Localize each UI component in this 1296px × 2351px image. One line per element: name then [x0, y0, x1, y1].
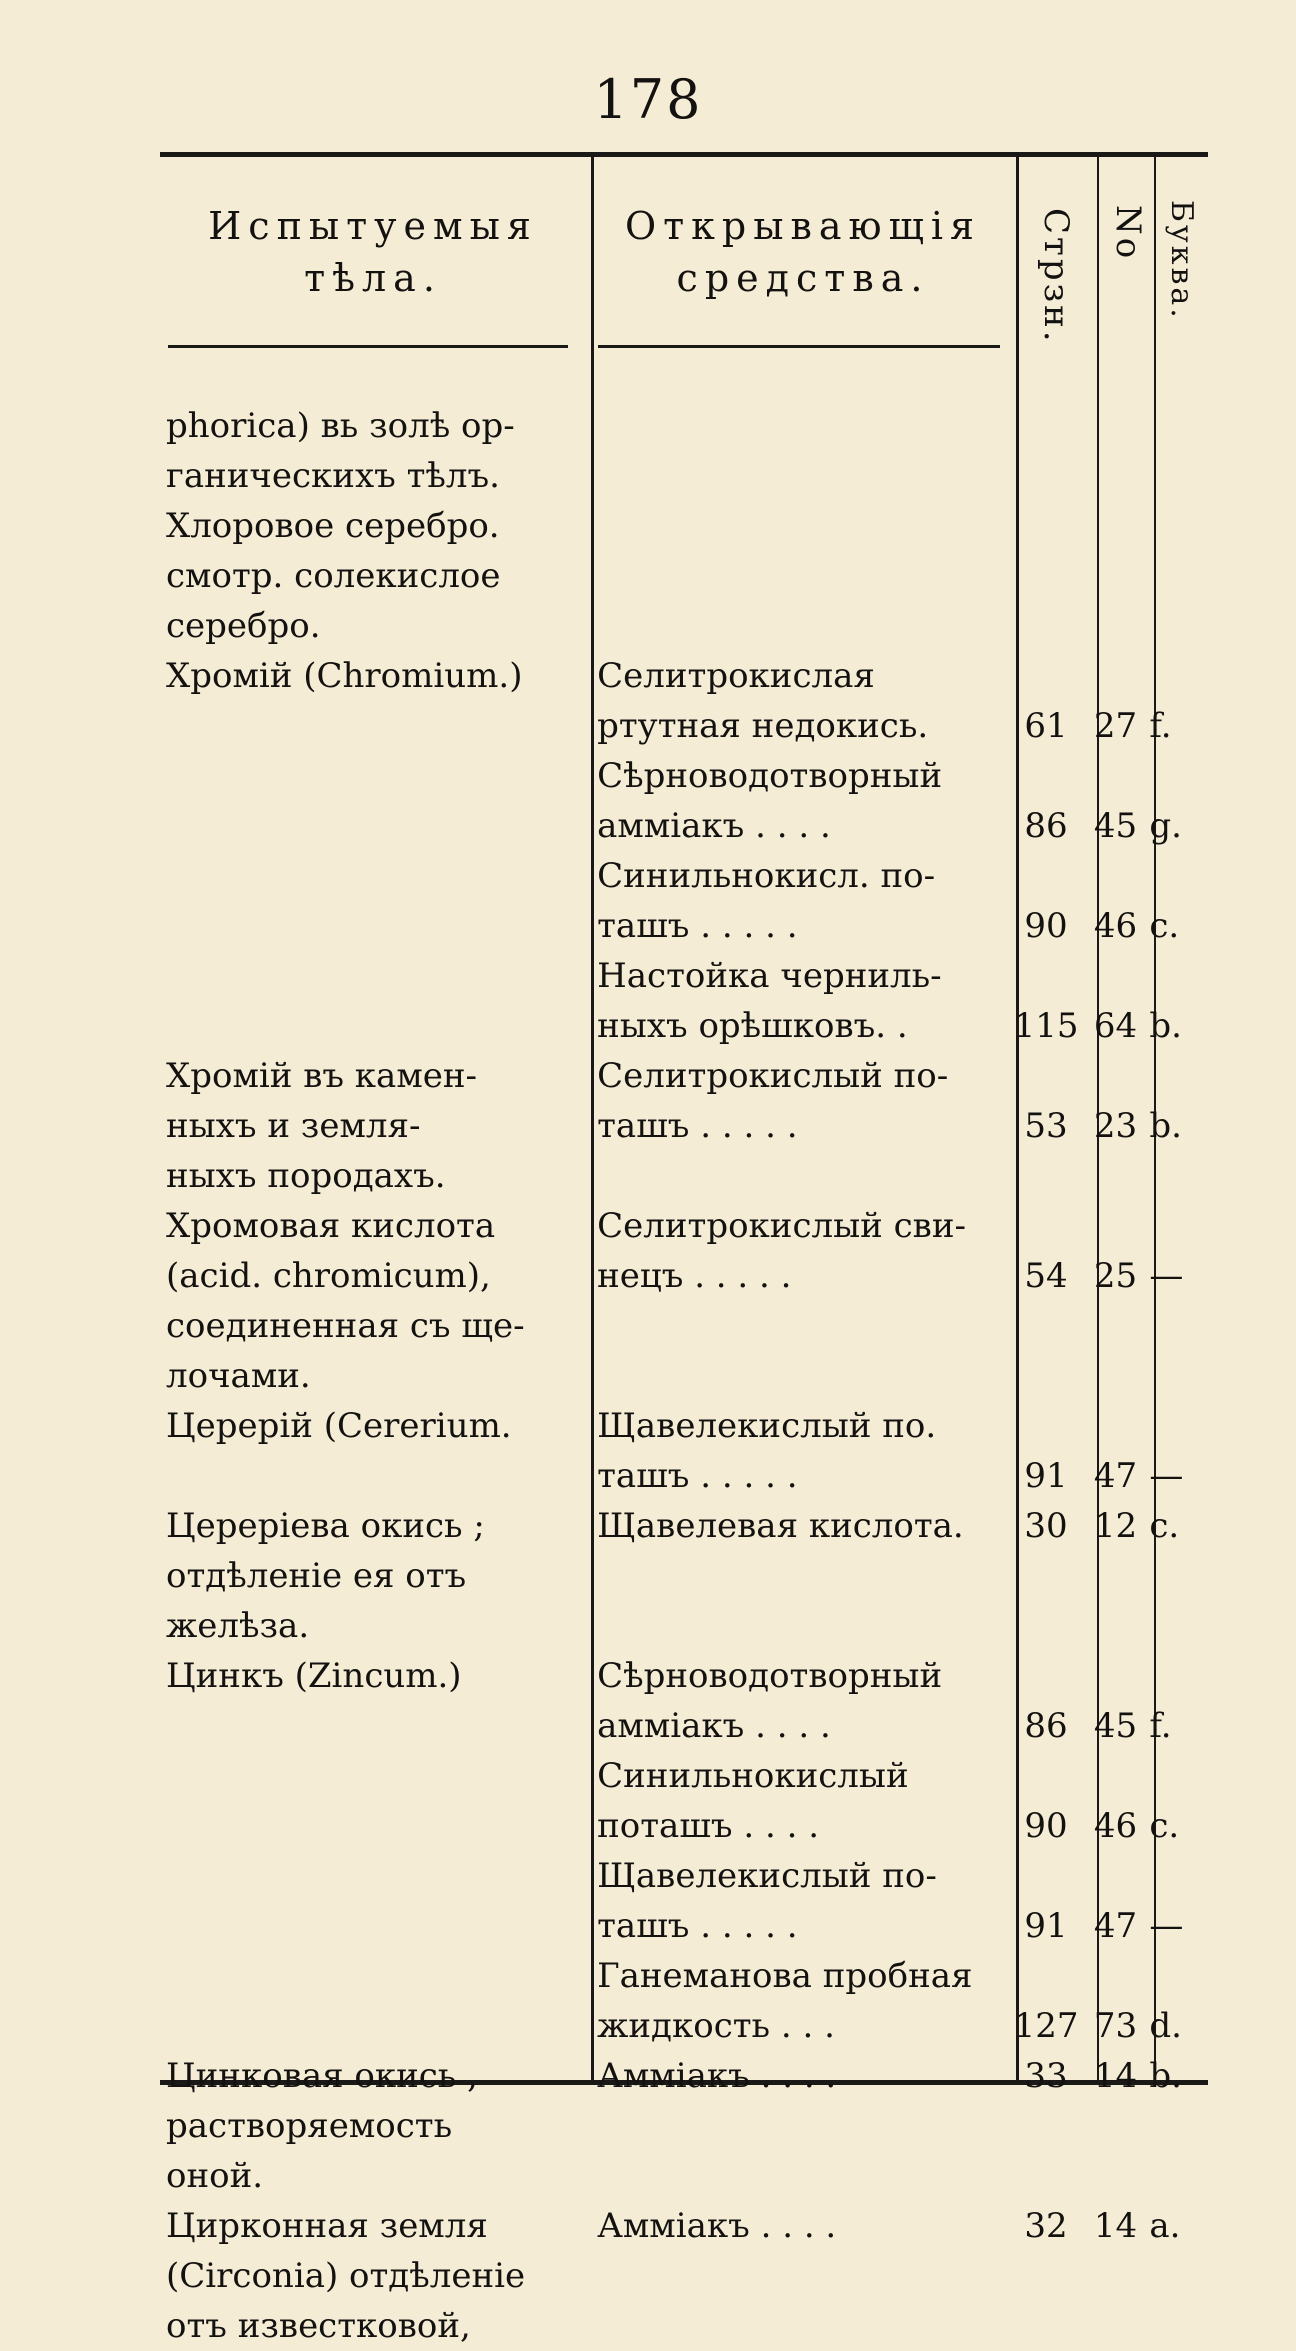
letter-cell: a.: [1149, 2206, 1181, 2246]
header-letter: Буква.: [1164, 200, 1199, 321]
header-reagents-line-2: средства.: [676, 256, 930, 300]
number-cell: [1086, 1601, 1146, 1651]
reagent-cell: [591, 1601, 1006, 1651]
number-cell: [1086, 851, 1146, 901]
substance-cell: ныхъ породахъ.: [166, 1156, 446, 1196]
table-row: [163, 1401, 1203, 1451]
substance-cell: желѣза.: [166, 1606, 310, 1646]
letter-cell: [1145, 401, 1203, 451]
header-substances-line-1: Испытуемыя: [208, 204, 538, 248]
page-cell: [1006, 1201, 1085, 1251]
reagent-cell: Щавелекислый по-: [597, 1856, 937, 1896]
letter-cell: c.: [1149, 1806, 1180, 1846]
table-row: [163, 1951, 1203, 2001]
letter-cell: [1145, 1851, 1203, 1901]
table-row: [163, 2301, 1203, 2351]
header-page: Стрзн.: [1036, 208, 1076, 345]
number-cell: 25: [1093, 1256, 1138, 1296]
number-cell: 27: [1093, 706, 1138, 746]
number-cell: [1086, 1301, 1146, 1351]
substance-cell: Цирконная земля: [166, 2206, 488, 2246]
letter-cell: [1145, 1601, 1203, 1651]
page-cell: [1006, 2151, 1085, 2201]
substance-cell: Церерій (Cererium.: [166, 1406, 512, 1446]
table-row: [163, 401, 1203, 451]
substance-cell: ныхъ и земля-: [166, 1106, 421, 1146]
number-cell: 12: [1093, 1506, 1138, 1546]
table-row: [163, 451, 1203, 501]
table-row: [163, 751, 1203, 801]
reagent-cell: Селитрокислый по-: [597, 1056, 949, 1096]
number-cell: [1086, 1751, 1146, 1801]
reagent-cell: Ганеманова пробная: [597, 1956, 973, 1996]
substance-cell: (acid. chromicum),: [166, 1256, 491, 1296]
number-cell: [1086, 1151, 1146, 1201]
reagent-cell: [591, 2251, 1006, 2301]
reagent-cell: Настойка черниль-: [597, 956, 942, 996]
letter-cell: b.: [1149, 1006, 1182, 1046]
reagent-cell: аммiакъ . . . .: [597, 1706, 831, 1746]
page-cell: [1006, 1851, 1085, 1901]
table-row: [163, 1501, 1203, 1551]
number-cell: 47: [1093, 1456, 1138, 1496]
table-row: [163, 651, 1203, 701]
page-cell: [1006, 601, 1085, 651]
page-cell: 127: [1013, 2006, 1079, 2046]
letter-cell: c.: [1149, 1506, 1180, 1546]
reagent-cell: Сѣрноводотворный: [597, 756, 943, 796]
page-cell: 54: [1024, 1256, 1068, 1296]
page-cell: 91: [1024, 1906, 1068, 1946]
page-cell: 86: [1024, 1706, 1068, 1746]
table-row: [163, 1251, 1203, 1301]
number-cell: 23: [1093, 1106, 1138, 1146]
table-row: [163, 1151, 1203, 1201]
letter-cell: [1145, 2251, 1203, 2301]
table-top-rule: [160, 152, 1208, 157]
reagent-cell: Щавелевая кислота.: [597, 1506, 964, 1546]
page-cell: [1006, 1601, 1085, 1651]
letter-cell: [1145, 651, 1203, 701]
table-row: [163, 551, 1203, 601]
page-cell: 86: [1024, 806, 1068, 846]
substance-cell: оной.: [166, 2156, 264, 2196]
number-cell: 47: [1093, 1906, 1138, 1946]
table-row: [163, 1851, 1203, 1901]
table-row: [163, 1001, 1203, 1051]
header-rule-reagents: [598, 345, 1000, 348]
letter-cell: [1145, 751, 1203, 801]
substance-cell: (Circonia) отдѣленіе: [166, 2256, 526, 2296]
reagent-cell: ртутная недокись.: [597, 706, 929, 746]
table-row: [163, 1651, 1203, 1701]
reagent-cell: [591, 501, 1006, 551]
table-row: [163, 901, 1203, 951]
reagent-cell: [591, 1551, 1006, 1601]
reagent-cell: [591, 451, 1006, 501]
letter-cell: g.: [1149, 806, 1182, 846]
substance-cell: отдѣленіе ея отъ: [166, 1556, 467, 1596]
table-row: [163, 2151, 1203, 2201]
substance-cell: Хромій (Chromium.): [166, 656, 523, 696]
reagent-cell: ташъ . . . . .: [597, 1456, 798, 1496]
table-row: [163, 501, 1203, 551]
page-cell: [1006, 1551, 1085, 1601]
page-cell: [1006, 1951, 1085, 2001]
substance-cell: [163, 751, 591, 801]
table-row: [163, 1601, 1203, 1651]
reagent-cell: ташъ . . . . .: [597, 1106, 798, 1146]
table-row: [163, 2101, 1203, 2151]
page-cell: 53: [1024, 1106, 1068, 1146]
table-row: [163, 851, 1203, 901]
page-cell: 32: [1024, 2206, 1068, 2246]
number-cell: [1086, 751, 1146, 801]
table-row: [163, 601, 1203, 651]
table-row: [163, 1051, 1203, 1101]
letter-cell: [1145, 851, 1203, 901]
letter-cell: [1145, 1401, 1203, 1451]
page-cell: [1006, 451, 1085, 501]
letter-cell: [1145, 1551, 1203, 1601]
page-cell: 61: [1024, 706, 1068, 746]
substance-cell: Хлоровое серебро.: [166, 506, 500, 546]
number-cell: 14: [1093, 2206, 1138, 2246]
substance-cell: [163, 1701, 591, 1751]
page-cell: [1006, 751, 1085, 801]
reagent-cell: ташъ . . . . .: [597, 906, 798, 946]
table-row: [163, 1801, 1203, 1851]
number-cell: [1086, 1951, 1146, 2001]
reagent-cell: [591, 551, 1006, 601]
number-cell: [1086, 2151, 1146, 2201]
letter-cell: —: [1149, 1906, 1184, 1946]
page-cell: [1006, 2251, 1085, 2301]
page-cell: 115: [1013, 1006, 1079, 1046]
letter-cell: [1145, 2101, 1203, 2151]
number-cell: 46: [1093, 1806, 1138, 1846]
table-body: [163, 401, 1203, 2351]
letter-cell: c.: [1149, 906, 1180, 946]
table-row: [163, 1451, 1203, 1501]
letter-cell: [1145, 1651, 1203, 1701]
page-cell: [1006, 401, 1085, 451]
number-cell: [1086, 1201, 1146, 1251]
substance-cell: [163, 2001, 591, 2051]
table-row: [163, 1551, 1203, 1601]
substance-cell: [163, 1951, 591, 2001]
letter-cell: —: [1149, 1256, 1184, 1296]
letter-cell: [1145, 601, 1203, 651]
substance-cell: Церерiева окись ;: [166, 1506, 485, 1546]
substance-cell: [163, 1451, 591, 1501]
page-cell: [1006, 1751, 1085, 1801]
header-number: No: [1108, 205, 1148, 262]
reagent-cell: [591, 2301, 1006, 2351]
reagent-cell: Аммiакъ . . . .: [597, 2206, 837, 2246]
number-cell: 45: [1093, 806, 1138, 846]
number-cell: [1086, 1651, 1146, 1701]
page-cell: [1006, 501, 1085, 551]
number-cell: [1086, 451, 1146, 501]
table-row: [163, 1701, 1203, 1751]
table-row: [163, 2001, 1203, 2051]
header-substances: [168, 200, 578, 304]
page-cell: [1006, 1651, 1085, 1701]
header-reagents-line-1: Открывающія: [624, 204, 982, 248]
number-cell: [1086, 501, 1146, 551]
number-cell: 64: [1093, 1006, 1138, 1046]
letter-cell: [1145, 1351, 1203, 1401]
number-cell: 45: [1093, 1706, 1138, 1746]
letter-cell: [1145, 951, 1203, 1001]
substance-cell: [163, 1901, 591, 1951]
substance-cell: [163, 801, 591, 851]
substance-cell: серебро.: [166, 606, 321, 646]
reagent-cell: Селитрокислая: [597, 656, 875, 696]
substance-cell: растворяемость: [166, 2106, 453, 2146]
reagent-cell: [591, 601, 1006, 651]
table-row: [163, 1201, 1203, 1251]
page-cell: 90: [1024, 906, 1068, 946]
page-cell: [1006, 651, 1085, 701]
substance-cell: [163, 851, 591, 901]
number-cell: [1086, 951, 1146, 1001]
reagent-cell: [591, 1351, 1006, 1401]
number-cell: [1086, 2101, 1146, 2151]
page-cell: [1006, 851, 1085, 901]
number-cell: 73: [1093, 2006, 1138, 2046]
substance-cell: [163, 1001, 591, 1051]
reagent-cell: ташъ . . . . .: [597, 1906, 798, 1946]
substance-cell: Хромій въ камен-: [166, 1056, 478, 1096]
substance-cell: [163, 1851, 591, 1901]
number-cell: 46: [1093, 906, 1138, 946]
page-cell: 91: [1024, 1456, 1068, 1496]
reagent-cell: Селитрокислый сви-: [597, 1206, 966, 1246]
letter-cell: [1145, 2151, 1203, 2201]
substance-cell: Цинковая окись ,: [166, 2056, 478, 2096]
substance-cell: соединенная съ ще-: [166, 1306, 525, 1346]
letter-cell: [1145, 1201, 1203, 1251]
substance-cell: отъ известковой,: [166, 2306, 471, 2346]
table-row: [163, 1101, 1203, 1151]
number-cell: [1086, 1851, 1146, 1901]
page-cell: [1006, 2101, 1085, 2151]
header-substances-line-2: тѣла.: [304, 256, 442, 300]
header-rule-substances: [168, 345, 568, 348]
substance-cell: [163, 701, 591, 751]
number-cell: [1086, 2251, 1146, 2301]
substance-cell: смотр. солекислое: [166, 556, 501, 596]
letter-cell: [1145, 1301, 1203, 1351]
table-row: [163, 951, 1203, 1001]
number-cell: 14: [1093, 2056, 1138, 2096]
reagent-cell: [591, 2151, 1006, 2201]
reagent-cell: [591, 2101, 1006, 2151]
number-cell: [1086, 651, 1146, 701]
substance-cell: ганическихъ тѣлъ.: [166, 456, 500, 496]
page-cell: [1006, 1151, 1085, 1201]
number-cell: [1086, 601, 1146, 651]
reagent-cell: жидкость . . .: [597, 2006, 835, 2046]
letter-cell: [1145, 1951, 1203, 2001]
table-row: [163, 1901, 1203, 1951]
page-cell: 30: [1024, 1506, 1068, 1546]
letter-cell: b.: [1149, 1106, 1182, 1146]
reagent-cell: Синильнокисл. по-: [597, 856, 936, 896]
letter-cell: [1145, 451, 1203, 501]
reagent-cell: Щавелекислый по.: [597, 1406, 937, 1446]
reagent-cell: [591, 1151, 1006, 1201]
table-row: [163, 2251, 1203, 2301]
substance-cell: [163, 1751, 591, 1801]
page-cell: [1006, 1301, 1085, 1351]
number-cell: [1086, 551, 1146, 601]
page-cell: [1006, 1351, 1085, 1401]
letter-cell: [1145, 1151, 1203, 1201]
letter-cell: [1145, 551, 1203, 601]
substance-cell: [163, 901, 591, 951]
table-row: [163, 2201, 1203, 2251]
reagent-cell: [591, 1301, 1006, 1351]
page-cell: [1006, 1051, 1085, 1101]
reagent-cell: Синильнокислый: [597, 1756, 909, 1796]
letter-cell: [1145, 501, 1203, 551]
reagent-cell: поташъ . . . .: [597, 1806, 820, 1846]
table-row: [163, 1351, 1203, 1401]
page-cell: [1006, 2301, 1085, 2351]
reagent-cell: аммiакъ . . . .: [597, 806, 831, 846]
number-cell: [1086, 401, 1146, 451]
number-cell: [1086, 1051, 1146, 1101]
table-row: [163, 2051, 1203, 2101]
page-cell: [1006, 951, 1085, 1001]
table-row: [163, 1751, 1203, 1801]
substance-cell: лочами.: [166, 1356, 311, 1396]
number-cell: [1086, 1401, 1146, 1451]
number-cell: [1086, 1551, 1146, 1601]
letter-cell: [1145, 1051, 1203, 1101]
reagent-cell: [591, 401, 1006, 451]
page-cell: 33: [1024, 2056, 1068, 2096]
letter-cell: —: [1149, 1456, 1184, 1496]
page-cell: [1006, 551, 1085, 601]
table-row: [163, 801, 1203, 851]
reagent-cell: ныхъ орѣшковъ. .: [597, 1006, 908, 1046]
letter-cell: f.: [1149, 706, 1172, 746]
reagent-cell: Аммiакъ . . . .: [597, 2056, 837, 2096]
page-cell: 90: [1024, 1806, 1068, 1846]
letter-cell: [1145, 2301, 1203, 2351]
substance-cell: phorica) вь золѣ ор-: [166, 406, 515, 446]
substance-cell: [163, 1801, 591, 1851]
letter-cell: f.: [1149, 1706, 1172, 1746]
substance-cell: Хромовая кислота: [166, 1206, 496, 1246]
number-cell: [1086, 2301, 1146, 2351]
substance-cell: [163, 951, 591, 1001]
reagent-cell: Сѣрноводотворный: [597, 1656, 943, 1696]
letter-cell: [1145, 1751, 1203, 1801]
letter-cell: b.: [1149, 2056, 1182, 2096]
table-row: [163, 1301, 1203, 1351]
page-number: 178: [593, 68, 703, 131]
header-reagents: [598, 200, 1008, 304]
letter-cell: d.: [1149, 2006, 1182, 2046]
number-cell: [1086, 1351, 1146, 1401]
page-cell: [1006, 1401, 1085, 1451]
table-row: [163, 701, 1203, 751]
reagent-cell: нецъ . . . . .: [597, 1256, 792, 1296]
substance-cell: Цинкъ (Zincum.): [166, 1656, 462, 1696]
